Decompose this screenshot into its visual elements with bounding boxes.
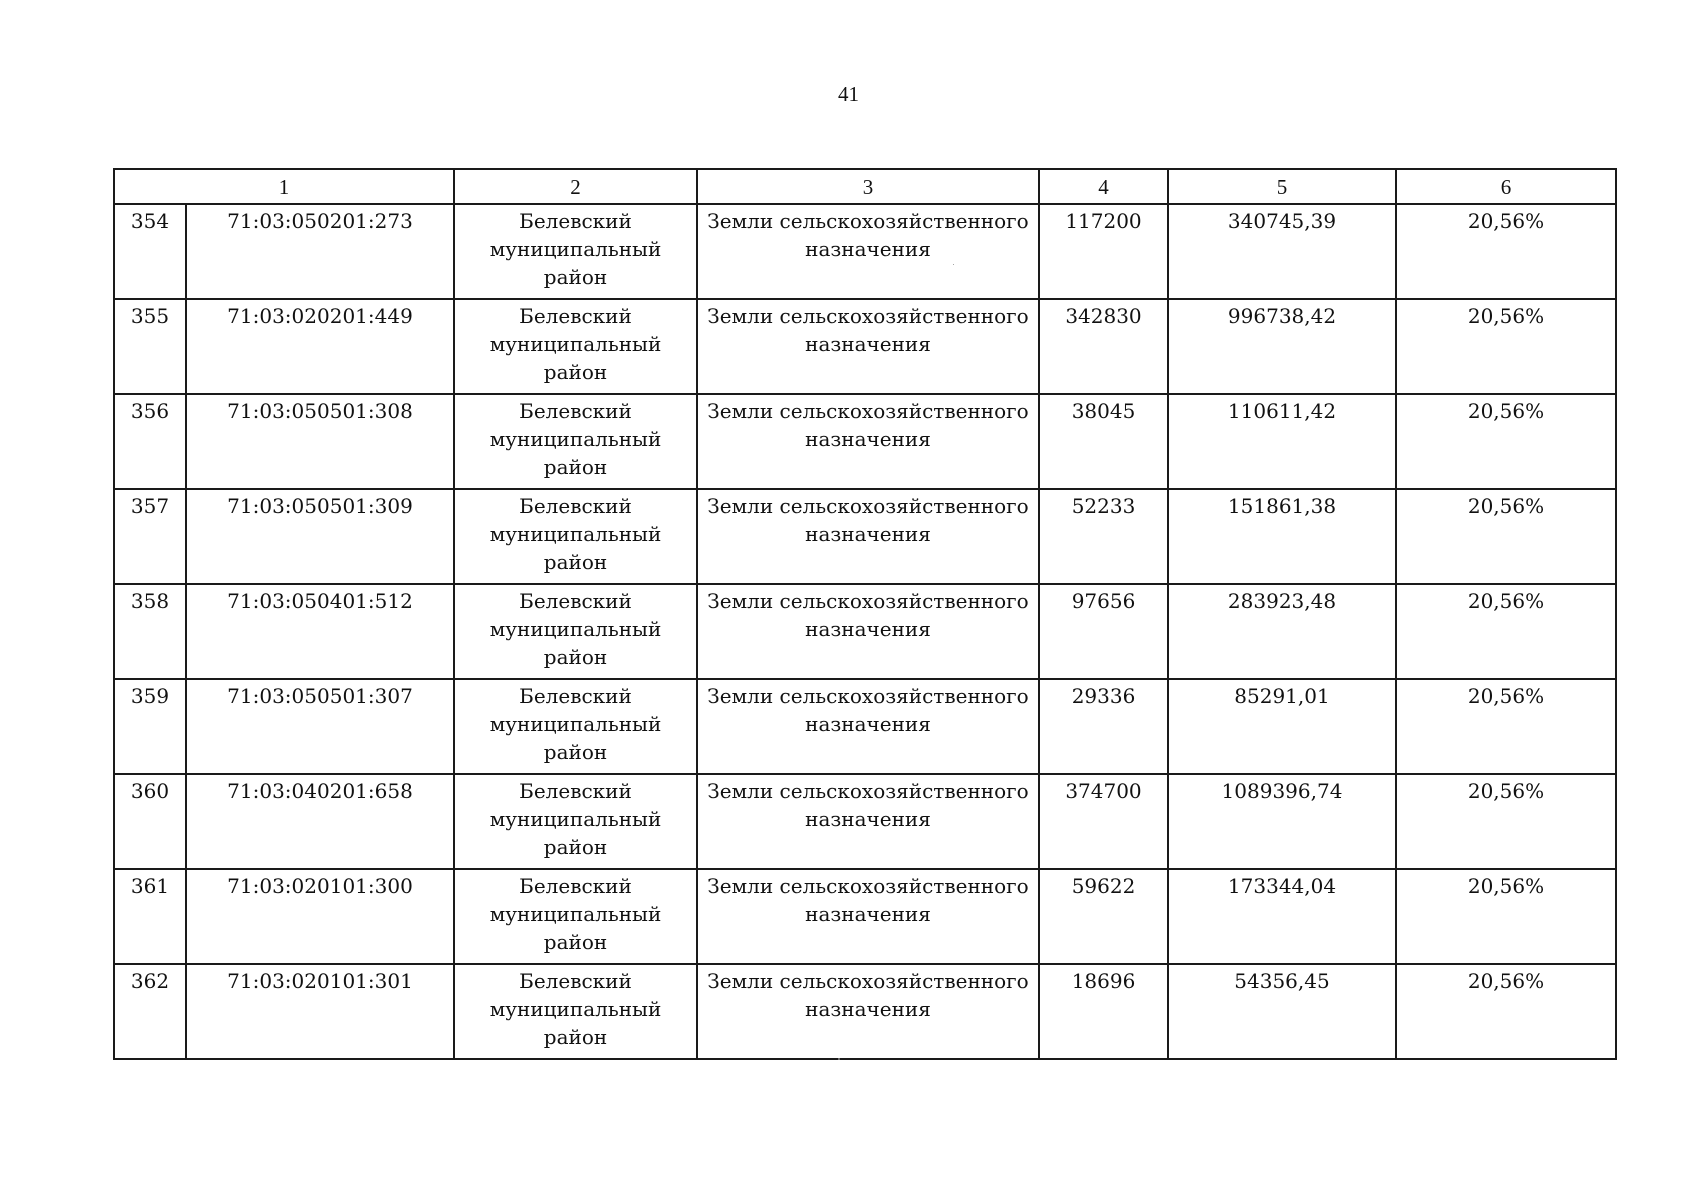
area-cell-text: 342830 bbox=[1065, 304, 1142, 328]
row-number-cell-text: 356 bbox=[130, 399, 170, 423]
row-number-cell bbox=[114, 869, 186, 964]
table-row bbox=[114, 774, 1616, 869]
scan-speck bbox=[953, 264, 954, 265]
row-number-cell-text: 355 bbox=[130, 304, 170, 328]
cadastral-number-cell bbox=[186, 489, 454, 584]
land-category-cell-text: Земли сельскохозяйственного назначения bbox=[707, 209, 1029, 261]
cadastral-value-cell bbox=[1168, 869, 1396, 964]
land-category-cell bbox=[697, 964, 1039, 1059]
area-cell-text: 52233 bbox=[1071, 494, 1136, 518]
land-category-cell bbox=[697, 489, 1039, 584]
cadastral-value-cell-text: 996738,42 bbox=[1227, 304, 1337, 328]
percent-cell bbox=[1396, 299, 1616, 394]
table-row bbox=[114, 204, 1616, 299]
district-cell bbox=[454, 584, 697, 679]
district-cell-text: Белевский муниципальный район bbox=[489, 779, 662, 859]
percent-cell-text: 20,56% bbox=[1467, 304, 1545, 328]
cadastral-value-cell-text: 54356,45 bbox=[1234, 969, 1330, 993]
percent-cell-text: 20,56% bbox=[1467, 779, 1545, 803]
cadastral-value-cell-text: 283923,48 bbox=[1227, 589, 1337, 613]
area-cell bbox=[1039, 774, 1168, 869]
table-row bbox=[114, 679, 1616, 774]
cadastral-value-cell-text: 85291,01 bbox=[1234, 684, 1330, 708]
cadastral-number-cell-text: 71:03:020101:300 bbox=[227, 874, 413, 898]
row-number-cell bbox=[114, 489, 186, 584]
percent-cell bbox=[1396, 489, 1616, 584]
district-cell bbox=[454, 394, 697, 489]
percent-cell-text: 20,56% bbox=[1467, 969, 1545, 993]
column-number-1: 1 bbox=[114, 169, 454, 204]
land-category-cell-text: Земли сельскохозяйственного назначения bbox=[707, 304, 1029, 356]
district-cell-text: Белевский муниципальный район bbox=[489, 209, 662, 289]
column-number-4: 4 bbox=[1039, 169, 1168, 204]
land-category-cell bbox=[697, 584, 1039, 679]
row-number-cell-text: 359 bbox=[130, 684, 170, 708]
table-row bbox=[114, 584, 1616, 679]
cadastral-value-cell bbox=[1168, 394, 1396, 489]
cadastral-number-cell-text: 71:03:020201:449 bbox=[227, 304, 413, 328]
cadastral-value-cell bbox=[1168, 204, 1396, 299]
row-number-cell-text: 357 bbox=[130, 494, 170, 518]
district-cell-text: Белевский муниципальный район bbox=[489, 969, 662, 1049]
land-category-cell-text: Земли сельскохозяйственного назначения bbox=[707, 399, 1029, 451]
cadastral-number-cell bbox=[186, 299, 454, 394]
table-row bbox=[114, 489, 1616, 584]
land-category-cell-text: Земли сельскохозяйственного назначения bbox=[707, 684, 1029, 736]
column-number-6: 6 bbox=[1396, 169, 1616, 204]
area-cell bbox=[1039, 679, 1168, 774]
district-cell-text: Белевский муниципальный район bbox=[489, 589, 662, 669]
cadastral-value-cell-text: 1089396,74 bbox=[1221, 779, 1343, 803]
area-cell-text: 97656 bbox=[1071, 589, 1136, 613]
column-number-header-row bbox=[114, 169, 1616, 204]
percent-cell-text: 20,56% bbox=[1467, 399, 1545, 423]
percent-cell-text: 20,56% bbox=[1467, 589, 1545, 613]
district-cell-text: Белевский муниципальный район bbox=[489, 874, 662, 954]
percent-cell bbox=[1396, 679, 1616, 774]
district-cell bbox=[454, 869, 697, 964]
district-cell-text: Белевский муниципальный район bbox=[489, 684, 662, 764]
cadastral-value-cell bbox=[1168, 489, 1396, 584]
cadastral-number-cell-text: 71:03:050501:309 bbox=[227, 494, 413, 518]
column-number-3: 3 bbox=[697, 169, 1039, 204]
table-row bbox=[114, 394, 1616, 489]
cadastral-number-cell-text: 71:03:050501:308 bbox=[227, 399, 413, 423]
percent-cell-text: 20,56% bbox=[1467, 874, 1545, 898]
row-number-cell-text: 358 bbox=[130, 589, 170, 613]
area-cell bbox=[1039, 869, 1168, 964]
column-number-2: 2 bbox=[454, 169, 697, 204]
land-category-cell bbox=[697, 204, 1039, 299]
cadastral-value-cell bbox=[1168, 299, 1396, 394]
cadastral-number-cell-text: 71:03:050401:512 bbox=[227, 589, 413, 613]
land-category-cell-text: Земли сельскохозяйственного назначения bbox=[707, 589, 1029, 641]
land-category-cell bbox=[697, 394, 1039, 489]
cadastral-number-cell bbox=[186, 964, 454, 1059]
row-number-cell bbox=[114, 774, 186, 869]
row-number-cell-text: 354 bbox=[130, 209, 170, 233]
area-cell bbox=[1039, 299, 1168, 394]
area-cell-text: 29336 bbox=[1071, 684, 1136, 708]
percent-cell bbox=[1396, 394, 1616, 489]
table-row bbox=[114, 299, 1616, 394]
cadastral-number-cell-text: 71:03:020101:301 bbox=[227, 969, 413, 993]
percent-cell bbox=[1396, 964, 1616, 1059]
cadastral-number-cell bbox=[186, 679, 454, 774]
cadastral-value-cell bbox=[1168, 964, 1396, 1059]
cadastral-number-cell bbox=[186, 774, 454, 869]
district-cell-text: Белевский муниципальный район bbox=[489, 399, 662, 479]
percent-cell-text: 20,56% bbox=[1467, 494, 1545, 518]
cadastral-value-cell bbox=[1168, 584, 1396, 679]
land-category-cell-text: Земли сельскохозяйственного назначения bbox=[707, 779, 1029, 831]
district-cell-text: Белевский муниципальный район bbox=[489, 304, 662, 384]
row-number-cell bbox=[114, 204, 186, 299]
cadastral-number-cell-text: 71:03:040201:658 bbox=[227, 779, 413, 803]
percent-cell bbox=[1396, 204, 1616, 299]
land-category-cell bbox=[697, 299, 1039, 394]
cadastral-number-cell bbox=[186, 204, 454, 299]
row-number-cell-text: 362 bbox=[130, 969, 170, 993]
cadastral-number-cell-text: 71:03:050201:273 bbox=[227, 209, 413, 233]
column-number-5: 5 bbox=[1168, 169, 1396, 204]
area-cell-text: 18696 bbox=[1071, 969, 1136, 993]
district-cell bbox=[454, 204, 697, 299]
district-cell bbox=[454, 299, 697, 394]
district-cell bbox=[454, 679, 697, 774]
area-cell-text: 38045 bbox=[1071, 399, 1136, 423]
area-cell bbox=[1039, 394, 1168, 489]
land-category-cell-text: Земли сельскохозяйственного назначения bbox=[707, 969, 1029, 1021]
land-plots-table bbox=[113, 168, 1617, 1060]
percent-cell-text: 20,56% bbox=[1467, 209, 1545, 233]
cadastral-value-cell-text: 151861,38 bbox=[1227, 494, 1337, 518]
area-cell bbox=[1039, 204, 1168, 299]
page-number: 41 bbox=[838, 82, 859, 106]
percent-cell bbox=[1396, 869, 1616, 964]
row-number-cell bbox=[114, 679, 186, 774]
land-category-cell-text: Земли сельскохозяйственного назначения bbox=[707, 494, 1029, 546]
land-category-cell-text: Земли сельскохозяйственного назначения bbox=[707, 874, 1029, 926]
cadastral-value-cell bbox=[1168, 679, 1396, 774]
land-category-cell bbox=[697, 869, 1039, 964]
land-category-cell bbox=[697, 679, 1039, 774]
cadastral-number-cell-text: 71:03:050501:307 bbox=[227, 684, 413, 708]
row-number-cell bbox=[114, 299, 186, 394]
land-category-cell bbox=[697, 774, 1039, 869]
row-number-cell-text: 360 bbox=[130, 779, 170, 803]
table-row bbox=[114, 869, 1616, 964]
district-cell bbox=[454, 774, 697, 869]
cadastral-number-cell bbox=[186, 394, 454, 489]
cadastral-value-cell-text: 110611,42 bbox=[1227, 399, 1337, 423]
area-cell bbox=[1039, 964, 1168, 1059]
row-number-cell bbox=[114, 584, 186, 679]
cadastral-value-cell-text: 173344,04 bbox=[1227, 874, 1337, 898]
percent-cell-text: 20,56% bbox=[1467, 684, 1545, 708]
area-cell-text: 59622 bbox=[1071, 874, 1136, 898]
row-number-cell-text: 361 bbox=[130, 874, 170, 898]
scan-speck bbox=[838, 1058, 840, 1060]
cadastral-number-cell bbox=[186, 584, 454, 679]
area-cell bbox=[1039, 489, 1168, 584]
percent-cell bbox=[1396, 584, 1616, 679]
row-number-cell bbox=[114, 964, 186, 1059]
area-cell bbox=[1039, 584, 1168, 679]
row-number-cell bbox=[114, 394, 186, 489]
cadastral-number-cell bbox=[186, 869, 454, 964]
area-cell-text: 374700 bbox=[1065, 779, 1142, 803]
cadastral-value-cell-text: 340745,39 bbox=[1227, 209, 1337, 233]
district-cell-text: Белевский муниципальный район bbox=[489, 494, 662, 574]
table-row bbox=[114, 964, 1616, 1059]
percent-cell bbox=[1396, 774, 1616, 869]
district-cell bbox=[454, 964, 697, 1059]
table-body bbox=[114, 169, 1616, 1059]
area-cell-text: 117200 bbox=[1065, 209, 1142, 233]
cadastral-value-cell bbox=[1168, 774, 1396, 869]
district-cell bbox=[454, 489, 697, 584]
